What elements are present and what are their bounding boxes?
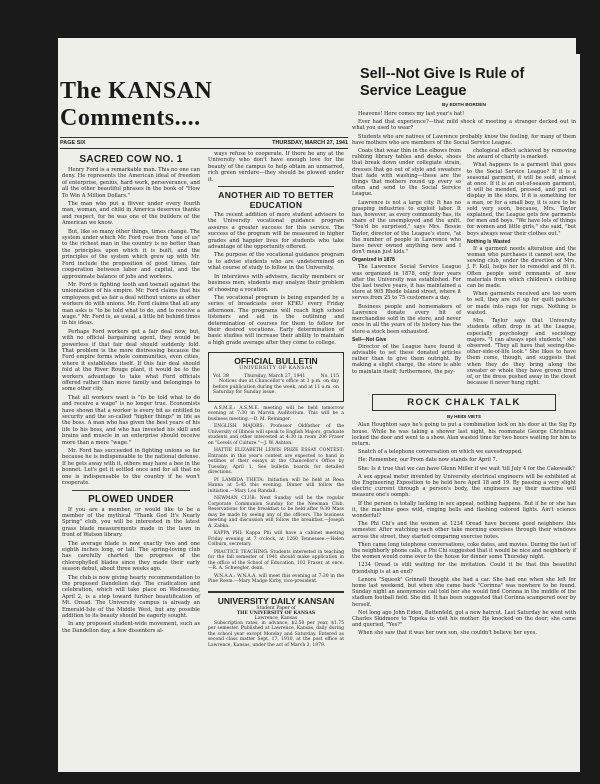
bulletin-day: Thursday, March 27, 1941 <box>244 374 306 380</box>
notice: W.N.A.A.: W.N.A.A. will meet this evening at 7:30 in the Pine Room.—Mary Madge Kirby, vice-president. <box>208 573 344 585</box>
sell-article-left <box>352 148 461 388</box>
paragraph: If a garment needs alteration and the woman who purchases it cannot sew, the sewing club, under the direction of Mrs. J. F. Kell, helps her to remodel and fit it. Often people send remnants of new materials from which children's clothing can be made. <box>467 245 576 290</box>
paragraph: If the person is totally lacking in sex appeal, nothing happens. But if he or she has it, the machine goes wild, ringing bells and flashing colored lights. Ain't science wonderful? <box>352 500 576 519</box>
paragraph: The recent addition of more student advisers to the University vocational guidance program assures a greater success for this service. The success of the program will be measured in higher grades and happier lives for students who take advantage of the opportunity offered. <box>208 212 344 251</box>
rock-chalk-talk-banner: ROCK CHALK TALK <box>372 394 556 411</box>
udk-subscription: Subscription rates, in advance, $2.50 per year, $1.75 per semester. Published at Lawrence, Kansas, daily during the school year except Monday and Saturday. Entered as second class matter Sept. 17, 1910, at the post office at Lawrence, Kansas, under the act of March 3, 1879. <box>208 620 344 648</box>
paragraph: chological effect achieved by removing the award of charity is marked. <box>467 148 576 161</box>
paragraph: The man who put a flivver under every fourth man, woman, and child in America deserves thanks and respect, for he was one of the builders of the American we know. <box>62 201 200 227</box>
bulletin-notices <box>208 406 344 585</box>
column-2 <box>208 151 344 650</box>
page-tear <box>576 38 586 54</box>
udk-masthead <box>208 591 344 621</box>
notice: NEWMAN CLUB: Next Sunday will be the regular Corporate Communion Sunday for the Newman Club. Reservations for the breakfast to be held after 9:30 Mass may be made by seeing any of the officers. The business meeting and discussion will follow the breakfast.—Joseph A. Zabka. <box>208 496 344 529</box>
paragraph: When she saw that it was her own son, she couldn't believe her eyes. <box>358 630 537 637</box>
notice: PRACTICE TEACHING: Students interested in teaching for the fall semester of 1941 should make application in the office of the School of Education, 103 Fraser, at once.—R. A. Schwegler, dean. <box>208 549 344 572</box>
notice: KAPPA PHI: Kappa Phi will have a cabinet meeting Friday evening at 7 o'clock, at 1260 Tennessee.—Helen Colburn, secretary. <box>208 531 344 548</box>
paragraph: Henry Ford is a remarkable man. This no one can deny. He represents the American ideal of freedom of enterprise, genius, hard work, perseverance, and all the other beautiful phrases in the book of "How To Win A Million Dollars." <box>62 167 200 199</box>
divider <box>218 186 334 187</box>
paragraph: Heavens! Here comes my last year's hat! <box>358 111 465 117</box>
paragraph: What happens to a garment that goes to the Social Service League? If it is a seasonal garment, it will be sold, almost at once. If it is an out-of-season garment, it will be mended, pressed, and put on display in the store. If it is something for a man, or for a small boy, it is sure to be sold very soon, because, Mrs. Taylor explained, the League gets few garments for men and boys. "We have lots of things for women and little girls," she said, "but boys always wear their clothes out." <box>467 162 576 237</box>
official-bulletin <box>208 352 344 402</box>
udk-title: UNIVERSITY DAILY KANSAN <box>217 595 335 606</box>
udk-sub3: Lawrence, Kansas <box>254 615 298 621</box>
paragraph: The Lawrence Social Service League was organized in 1878, only four years after the University was established. For the last twelve years, it has maintained a store at 905 Rhode Island street, where it serves from 25 to 75 customers a day. <box>352 264 461 302</box>
paragraph: The average blade is now exactly two and one eighth inches long, or tall. The spring-loving club has carefully charted the progress of the chlorophylled blades since they made their early season debut, about three weeks ago. <box>62 540 200 573</box>
byline-viets: By HEIDI VIETS <box>447 414 481 420</box>
masthead <box>60 78 348 132</box>
paragraph: If you are a member, or would like to be a member of the mythical "Thank God It's Nearly Spring" club, you will be interested in the latest grass blade measurements made in the lawn in front of Watson library. <box>62 506 200 539</box>
paragraph: Mrs. Taylor says that University students often drop in at the League, especially psychology and sociology majors. "I can always spot students," she observed. "They all have that seeing-the-other-side-of-life look." She likes to have them come, though, and suggests that when they do they bring along the sweater or whole they have grown tired of, or the dress pushed away in the closet because it never hung right. <box>467 318 576 387</box>
paragraph: The Phi Chi's and the women at 1234 Oread have become good neighbors this semester. After watching each other take morning exercises through their windows across the street, they started comparing exercise notes. <box>352 521 576 540</box>
paragraph: Perhaps Ford workers get a fair deal now, but, with no official bargaining agent, they would be powerless if that fair deal should suddenly fold. That problem is the more distressing because the Ford empire forms whole communities, even cities, where it establishes itself. If this fair deal should fold at the River Rouge plant, it would be to the workers advantage to take what Ford officials offered rather than move family and belongings to some other city. <box>62 328 200 393</box>
bulletin-subtitle: UNIVERSITY OF KANSAS <box>239 366 313 372</box>
page-number: PAGE SIX <box>60 140 86 146</box>
notice: HATTIE ELIZABETH LEWIS PRIZE ESSAY CONTEST: Entrants in this year's contest are expected to hand in outlines of their essays at the Chancellor's Office by Tuesday, April 1. See bulletin boards for detailed directions. <box>208 448 344 476</box>
issue-date: THURSDAY, MARCH 27, 1941 <box>272 140 348 146</box>
column-1 <box>62 151 200 636</box>
notice: ENGLISH MAJORS: Professor Oldfather of the University of Illinois will speak to English Majors, graduate students and other interested at 4:30 in room 206 Fraser on "Levels of Culture."—J. W. Ashton. <box>208 424 344 446</box>
masthead-rule <box>60 137 348 138</box>
paragraph: In any proposed student-wide movement, such as the Dandelion day, a few dissenters al- <box>62 621 200 634</box>
masthead-title: The KANSAN Comments.... <box>60 78 213 131</box>
paragraph: Not long ago John Eiden, Battenfeld, got a new haircut. Last Saturday he went with Charles Skidmore to Topeka to visit his mother. He knocked on the door; she came and queried, "Yes?" <box>352 609 576 629</box>
bulletin-no: No. 115 <box>320 374 339 380</box>
paragraph: The purpose of the vocational guidance program is to advise students who are undetermined on what course of study to follow in the University. <box>208 252 344 272</box>
paragraph: Alan Houghton says he's going to put a combination lock on his door at the Sig Ep house. While he was taking a shower last night, his roommate George Christmas locked the door and went to a show. Alan wasted time for two hours waiting for him to return. <box>352 422 576 447</box>
paragraph: Mr. Ford has succeeded in fighting unions so far because he is indispensable to the national defense. If he gets away with it, others may have a bee in the bonnet. Let's get it settled once and for all that no one is indispensable to the country if he won't cooperate. <box>62 448 200 487</box>
udk-sub2: THE UNIVERSITY OF KANSAS <box>236 610 316 616</box>
bulletin-vol: Vol. 38 <box>213 374 229 380</box>
paragraph: In interviews with advisers, faculty members or business men, students may analyze their problem of choosing a vocation. <box>208 273 344 293</box>
notice: A.S.M.E.: A.S.M.E. meeting will be held tomorrow evening at 7:30 in Marvin Auditorium. This will be a business meeting.—D. M. Reininger. <box>208 405 344 422</box>
subhead: Nothing Is Wasted <box>467 238 511 245</box>
paragraph: Ever had that experience?—that mild shock of meeting a stranger decked out in what you used to wear? <box>352 119 576 132</box>
udk-sub1: Student Paper of <box>256 605 296 611</box>
paragraph: ways refuse to cooperate. If there be any at the University who don't have enough love for the beauty of the campus to help obtain an unmarred, rich green verdure—they should be plowed under it. <box>208 151 344 183</box>
paragraph: 1234 Oread is still waiting for the invitation. Could it be that this beautiful friendship is at an end? <box>352 562 576 575</box>
paragraph: The vocational program is being expanded by a series of broadcasts over KFKU every Friday afternoon. The programs will reach high school listeners and aid in the outlining and determination of courses for them to follow for their desired vocations. Early determination of basic studies will increase their ability to maintain a high grade average after they come to college. <box>208 294 344 346</box>
headline-sell-not-give: Sell--Not Give Is Rule of Service League <box>360 66 525 99</box>
paragraph: She: Is it true that we can have Glenn Miller if we wait 'till July 4 for the Cakewalk? <box>358 465 575 472</box>
bulletin-title: OFFICIAL BULLETIN <box>234 356 318 367</box>
paragraph: A sex appeal meter invented by University electrical engineers will be exhibited at the Engineering Exposition to be held here April 18 and 19. By passing a very slight electric current through a person's body, the engineers say their machine will measure one's oomph. <box>352 473 576 499</box>
paragraph: Then came long telephone conversations, coke dates, and movies. During the last of the neighborly phone calls, a Phi Chi suggested that it would be nice and neighborly if the women would come over to the house for dinner some Thursday night. <box>352 541 576 561</box>
headline-sacred-cow: SACRED COW NO. 1 <box>79 154 183 165</box>
subhead: Organized in 1878 <box>352 257 395 264</box>
paragraph: Snatch of a telephone conversation on which we eavesdropped. <box>358 449 523 456</box>
headline-plowed-under: PLOWED UNDER <box>88 493 174 505</box>
paragraph: Business people and homemakers of Lawrence donate every bit of merchandise sold in the store, and never once in all the years of its history has the store-a stock been exhausted. <box>352 303 461 335</box>
masthead-rule-lower <box>60 148 348 149</box>
paragraph: He: Remember, our Prom date now stands for April 7. <box>358 457 498 464</box>
paragraph: Lenora "Squeek" Grinnell thought she had a car. She had one when she left for home last weekend, but when she came back "Corinna" was nowhere to be found. Sunday night an anonymous call told her she would find Corinna in the middle of the stadium football field. She did. It has been suggested that Corinna scampered over by herself. <box>352 576 576 608</box>
paragraph: Students who are natives of Lawrence probably know the feeling, for many of them have mothers who are members of the Social Service League. <box>352 133 576 146</box>
headline-education: ANOTHER AID TO BETTER EDUCATION <box>218 190 334 211</box>
paragraph: When garments received are too worn to sell, they are cut up for quilt patches or made into rags for rugs. Nothing is wasted. <box>467 291 576 316</box>
paragraph: Lawrence is not a large city. It has no grasping industries to exploit labor. It has, however, as every community has, its share of the unemployed and the unfit. "You'd be surprised," says Mrs. Bessie Taylor, director of the League's store, "at the number of people in Lawrence who have never owned anything new and I don't mean just kids." <box>352 199 461 256</box>
notice: PI LAMBDA THETA: Initiation will be held at Rosa Hanna at 5:45 this evening. Dinner will follow the initiation.—Mary Lou Randall. <box>208 477 344 494</box>
byline-borden: By EDITH BORDEN <box>442 103 486 108</box>
subhead: Sell—Not Give <box>352 336 387 343</box>
masthead-subline <box>60 140 348 146</box>
sell-article-columns <box>352 148 576 388</box>
paragraph: That all workers want is "to be told what to do and receive a wage" is no longer true. Economists have shown that a worker is every bit as entitled to security and the so-called "higher things" in life as the boss. A man who has given the best years of his life to his boss, and who has invested his skill and brains and muscle in an enterprise should receive more than a mere "wage." <box>62 394 200 446</box>
newspaper-page <box>58 38 580 772</box>
paragraph: Director of the League have found it advisable to set these donated articles rather than to give them outright. By making a slight charge, the store is able to maintain itself; furthermore, the psy- <box>352 343 461 375</box>
bulletin-note: Notices due at Chancellor's office at 3 p.m. on day before publication during the week, and at 11 a.m. on Saturday for Sunday issue. <box>213 379 339 396</box>
paragraph: Mr. Ford is fighting tooth and toenail against the unionization of his empire. Mr. Ford claims that his employees get as fair a deal without unions as other workers do with unions. Mr. Ford claims that all any man asks is "to be told what to do, and to receive a wage." Mr. Ford is, as usual, a little bit behind times in his ideas. <box>62 281 200 327</box>
paragraph: Coats that wear thin in the elbows from rubbing library tables and desks, shoes that break down under collegiate strain, dresses that go out of style and sweaters that fade with washing—these are the things that mothers round up every so often and send to the Social Service League. <box>352 148 461 198</box>
divider <box>72 490 190 491</box>
udk-terms <box>208 621 344 649</box>
paragraph: The club is now giving hearty recommendation to the proposed Dandelion day. The cradication and celebration, which will take place on Wednesday, April 2, is a step toward further beautification of Mt. Oread. The University campus is already an Emerald-Isle of the Middle West, but any possible addition to its beauty should be eagerly sought. <box>62 574 200 619</box>
paragraph: But, like so many other things, times change. The system under which Mr. Ford rose from "one of us" to the richest man in the country is no better than the principles upon which it is built, and the principles of the system which grew up with Mr. Ford include the proposition of good times, fair cooperation between labor and capital, and the approximate balance of jobs and workers. <box>62 228 200 280</box>
column-3 <box>352 62 576 639</box>
sell-article-right <box>467 148 576 388</box>
